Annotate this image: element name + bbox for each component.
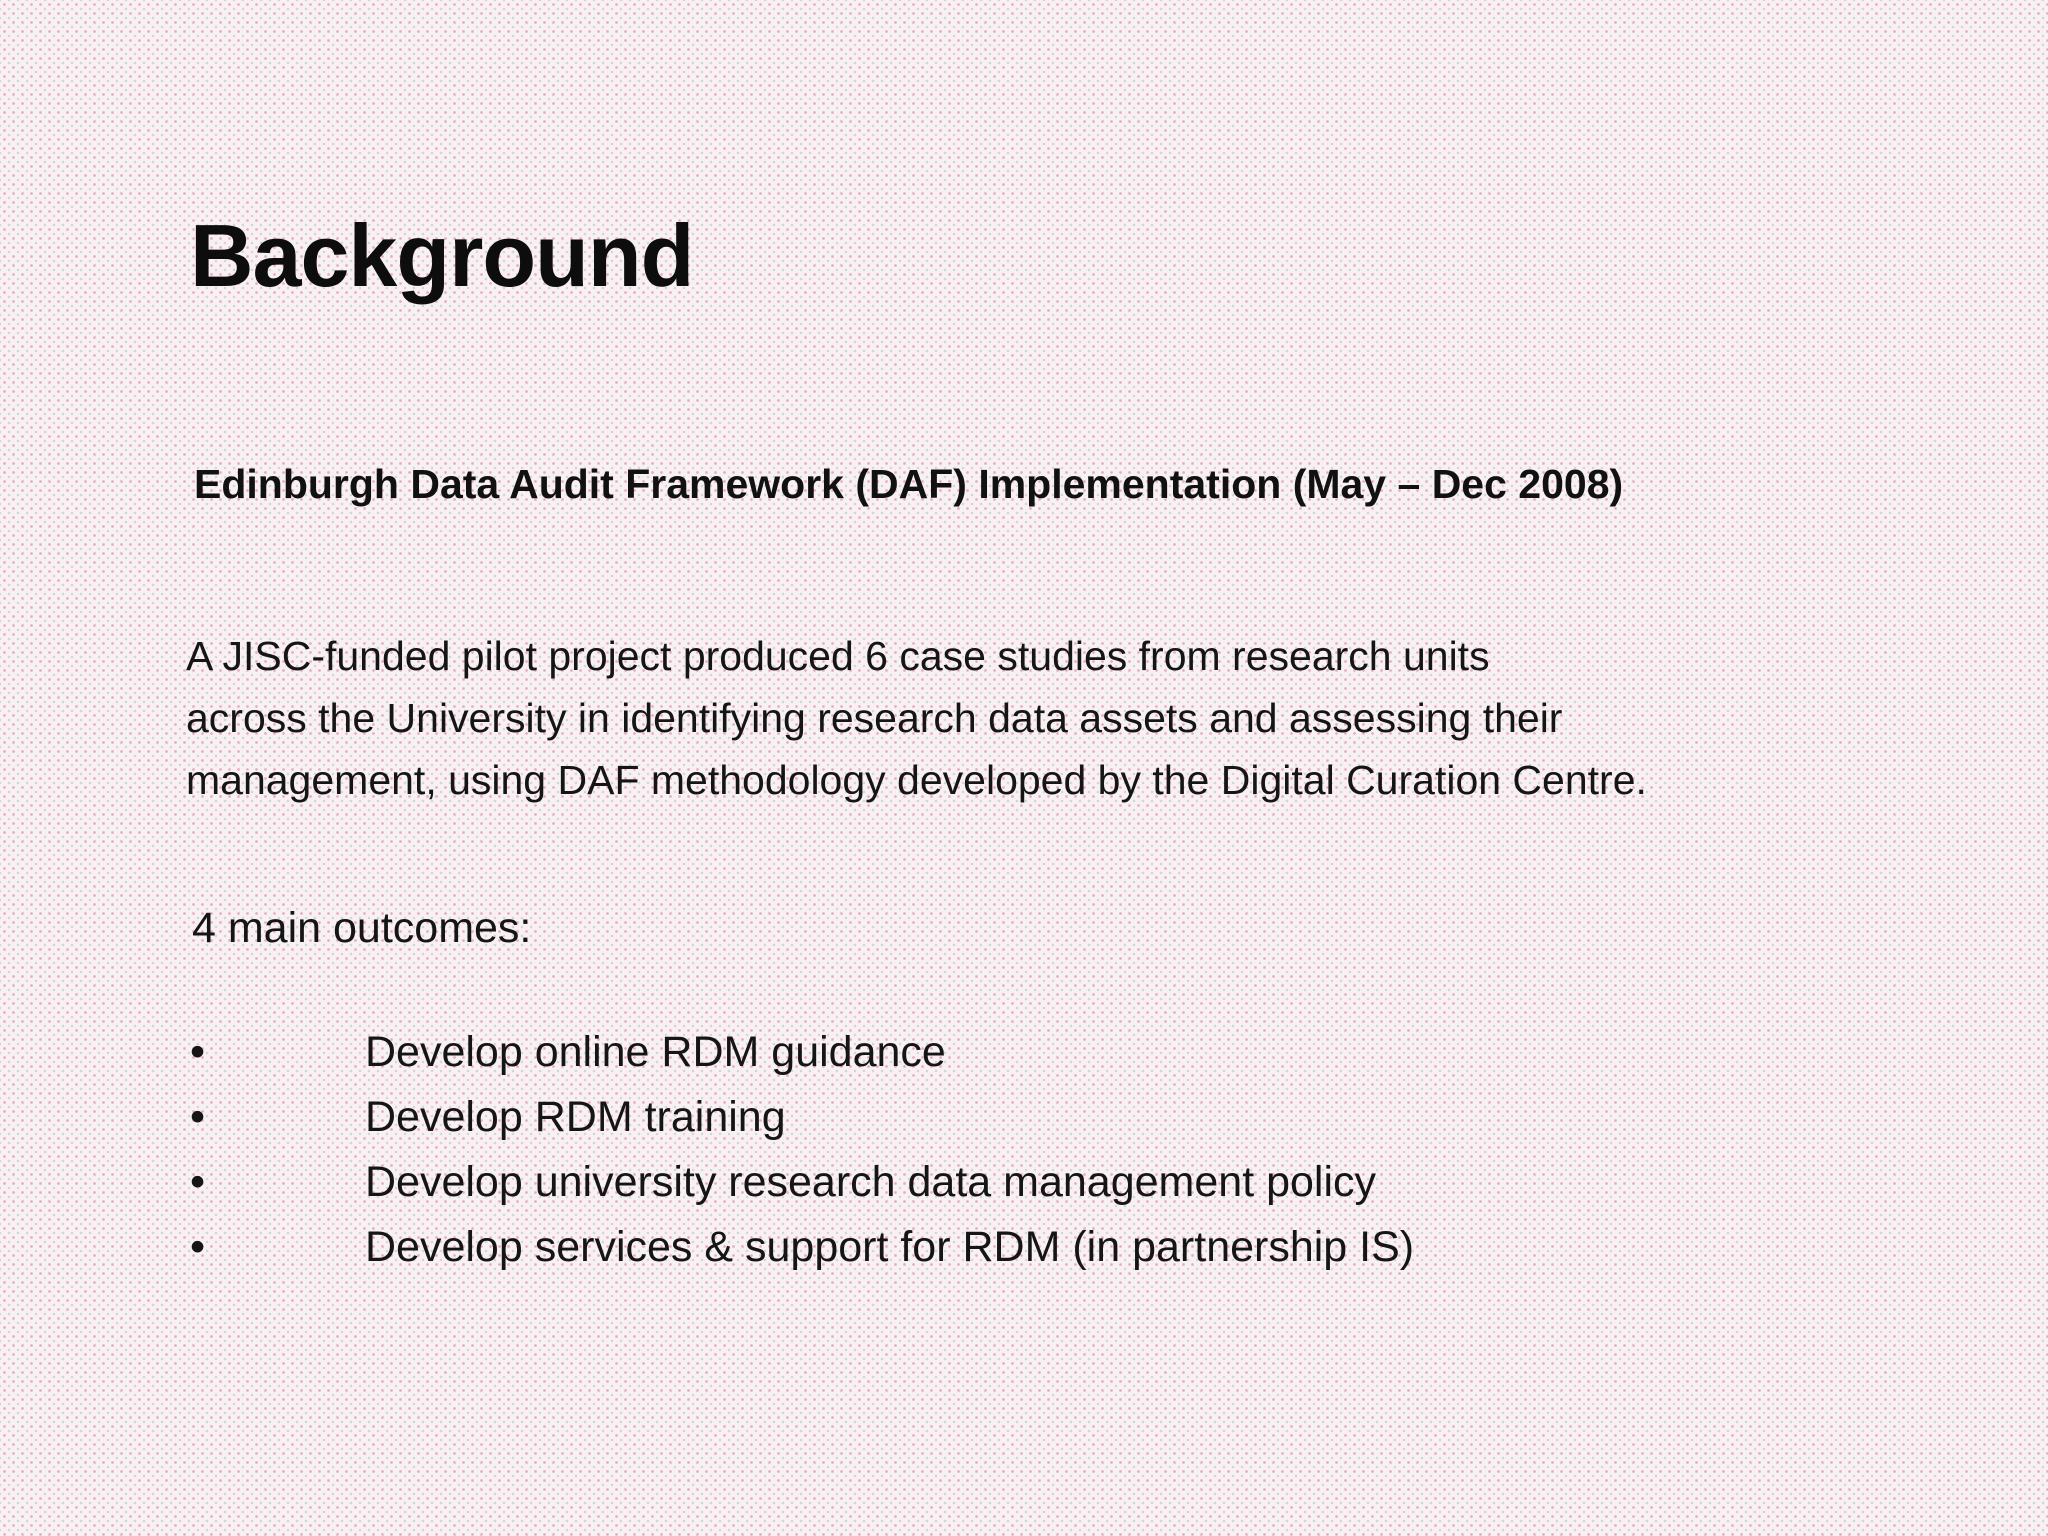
outcomes-heading: 4 main outcomes: xyxy=(192,904,532,952)
outcome-text: Develop services & support for RDM (in partnership IS) xyxy=(365,1223,1415,1271)
slide-title: Background xyxy=(190,206,694,305)
outcome-text: Develop university research data management policy xyxy=(365,1158,1377,1206)
intro-paragraph-line: A JISC-funded pilot project produced 6 case studies from research units xyxy=(186,633,1490,679)
slide-subtitle: Edinburgh Data Audit Framework (DAF) Implementation (May – Dec 2008) xyxy=(194,461,1624,507)
bullet-icon: • xyxy=(190,1223,206,1271)
outcome-text: Develop RDM training xyxy=(365,1093,786,1141)
intro-paragraph-line: management, using DAF methodology developed by the Digital Curation Centre. xyxy=(186,757,1647,803)
bullet-icon: • xyxy=(190,1158,206,1206)
intro-paragraph-line: across the University in identifying research data assets and assessing their xyxy=(186,695,1563,741)
intro-paragraph xyxy=(186,625,1906,811)
bullet-icon: • xyxy=(190,1028,206,1076)
bullet-icon: • xyxy=(190,1093,206,1141)
outcome-text: Develop online RDM guidance xyxy=(365,1028,946,1076)
